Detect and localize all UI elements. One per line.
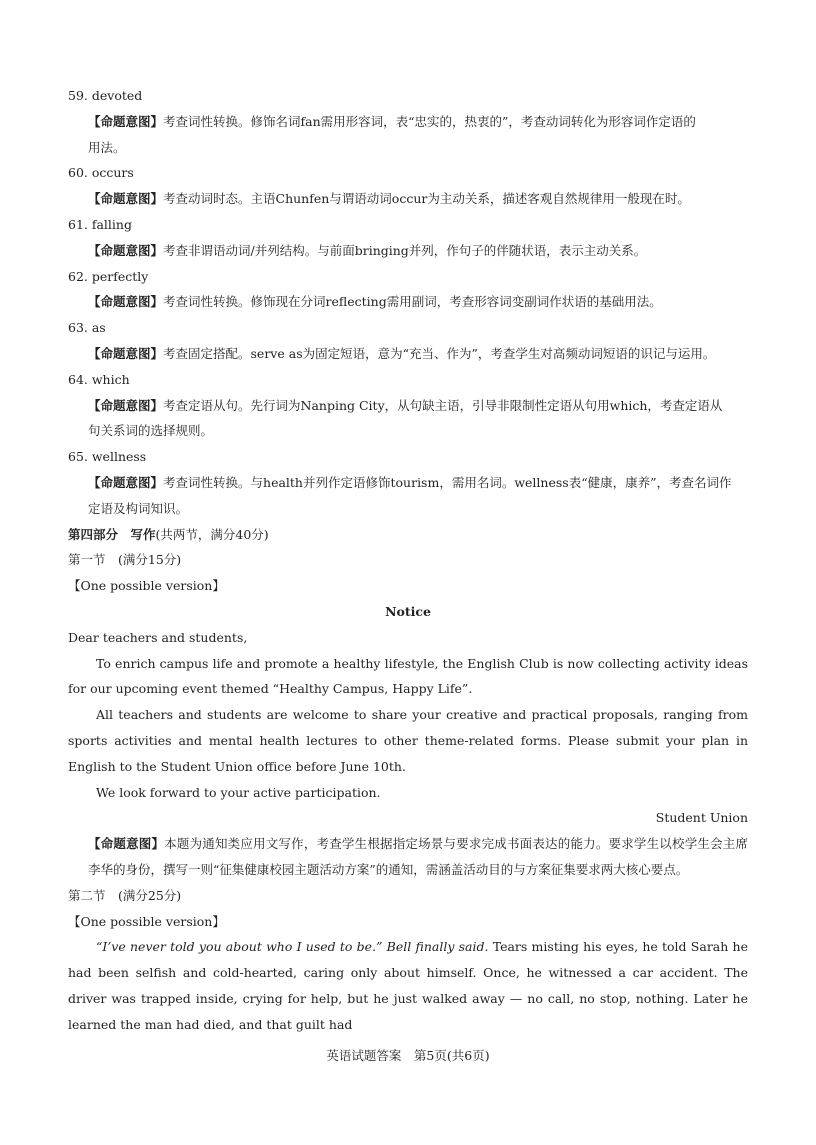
intent-note bbox=[68, 289, 748, 315]
intent-tag: 【命题意图】 bbox=[88, 397, 164, 413]
intent-tag: 【命题意图】 bbox=[88, 345, 164, 361]
answer-label: 63. as bbox=[68, 320, 106, 336]
part-heading bbox=[68, 522, 748, 548]
section-2-heading: 第二节 (满分25分) bbox=[68, 887, 182, 903]
writing-intent-note bbox=[68, 831, 748, 883]
intent-text-continued: 句关系词的选择规则。 bbox=[88, 423, 214, 439]
answer-label: 59. devoted bbox=[68, 88, 143, 103]
notice-title: Notice bbox=[385, 603, 431, 619]
notice-paragraph-2: All teachers and students are welcome to share your creative and practical proposals, ranging from sports activities and mental health lectures to other theme-related forms. Please submit your plan in English to the Student Union office before June 10th. bbox=[68, 707, 748, 774]
page-footer: 英语试题答案 第5页(共6页) bbox=[326, 1048, 490, 1063]
intent-tag: 【命题意图】 bbox=[88, 113, 164, 129]
answer-label: 61. falling bbox=[68, 216, 132, 232]
version-label: 【One possible version】 bbox=[68, 913, 225, 929]
intent-tag: 【命题意图】 bbox=[88, 242, 164, 258]
section-1-heading: 第一节 (满分15分) bbox=[68, 552, 182, 568]
intent-text: 本题为通知类应用文写作，考查学生根据指定场景与要求完成书面表达的能力。要求学生以校学生会主席李华的身份，撰写一则“征集健康校园主题活动方案”的通知，需涵盖活动目的与方案征集要求两大核心要点。 bbox=[88, 836, 748, 877]
intent-text: 考查定语从句。先行词为Nanping City，从句缺主语，引导非限制性定语从句用which，考查定语从 bbox=[163, 397, 723, 413]
intent-note bbox=[68, 470, 748, 496]
intent-note bbox=[68, 238, 748, 264]
part-heading-bold: 第四部分 写作 bbox=[68, 526, 156, 542]
intent-note bbox=[68, 393, 748, 419]
intent-text: 考查词性转换。修饰现在分词reflecting需用副词，考查形容词变副词作状语的基础用法。 bbox=[163, 294, 662, 310]
story-paragraph bbox=[68, 934, 748, 1037]
intent-tag: 【命题意图】 bbox=[88, 191, 164, 207]
intent-tag: 【命题意图】 bbox=[88, 474, 164, 490]
answer-label: 65. wellness bbox=[68, 449, 147, 465]
answer-item-59 bbox=[68, 83, 748, 160]
answer-item-63 bbox=[68, 315, 748, 367]
intent-note bbox=[68, 109, 748, 135]
answer-item-65 bbox=[68, 444, 748, 521]
intent-text: 考查动词时态。主语Chunfen与谓语动词occur为主动关系，描述客观自然规律用一般现在时。 bbox=[163, 191, 690, 207]
intent-text: 考查非谓语动词/并列结构。与前面bringing并列，作句子的伴随状语，表示主动关系。 bbox=[163, 242, 647, 258]
intent-note bbox=[68, 186, 748, 212]
intent-text-continued: 用法。 bbox=[88, 139, 126, 155]
intent-tag: 【命题意图】 bbox=[88, 836, 165, 852]
notice-paragraph-1: To enrich campus life and promote a healthy lifestyle, the English Club is now collecting activity ideas for our upcoming event themed “Healthy Campus, Happy Life”. bbox=[68, 655, 748, 697]
version-label: 【One possible version】 bbox=[68, 578, 225, 594]
intent-note bbox=[68, 341, 748, 367]
answer-label: 64. which bbox=[68, 371, 130, 387]
notice-signature: Student Union bbox=[655, 810, 748, 826]
part-heading-score: (共两节，满分40分) bbox=[155, 526, 269, 542]
answer-item-61 bbox=[68, 212, 748, 264]
page-content bbox=[68, 83, 748, 1037]
intent-tag: 【命题意图】 bbox=[88, 294, 164, 310]
story-opening-sentence: “I’ve never told you about who I used to be.” Bell finally said. bbox=[96, 939, 489, 955]
answer-item-64 bbox=[68, 367, 748, 444]
answer-item-60 bbox=[68, 160, 748, 212]
intent-text: 考查固定搭配。serve as为固定短语，意为“充当、作为”，考查学生对高频动词短语的识记与运用。 bbox=[163, 345, 716, 361]
story-text: Tears misting his eyes, he told Sarah he had been selfish and cold-hearted, caring only about himself. Once, he witnessed a car accident. The driver was trapped inside, crying for help, but he just walked away — no call, no stop, nothing. Later he learned the man had died, and that guilt had bbox=[68, 939, 748, 1032]
answer-item-62 bbox=[68, 264, 748, 316]
answer-label: 60. occurs bbox=[68, 165, 134, 181]
intent-text-continued: 定语及构词知识。 bbox=[88, 500, 189, 516]
notice-paragraph-3: We look forward to your active participation. bbox=[96, 784, 381, 800]
intent-text: 考查词性转换。修饰名词fan需用形容词，表“忠实的，热衷的”，考查动词转化为形容词作定语的 bbox=[163, 113, 696, 129]
notice-greeting: Dear teachers and students, bbox=[68, 629, 248, 645]
intent-text: 考查词性转换。与health并列作定语修饰tourism，需用名词。wellness表“健康，康养”，考查名词作 bbox=[163, 474, 732, 490]
answer-label: 62. perfectly bbox=[68, 268, 149, 284]
